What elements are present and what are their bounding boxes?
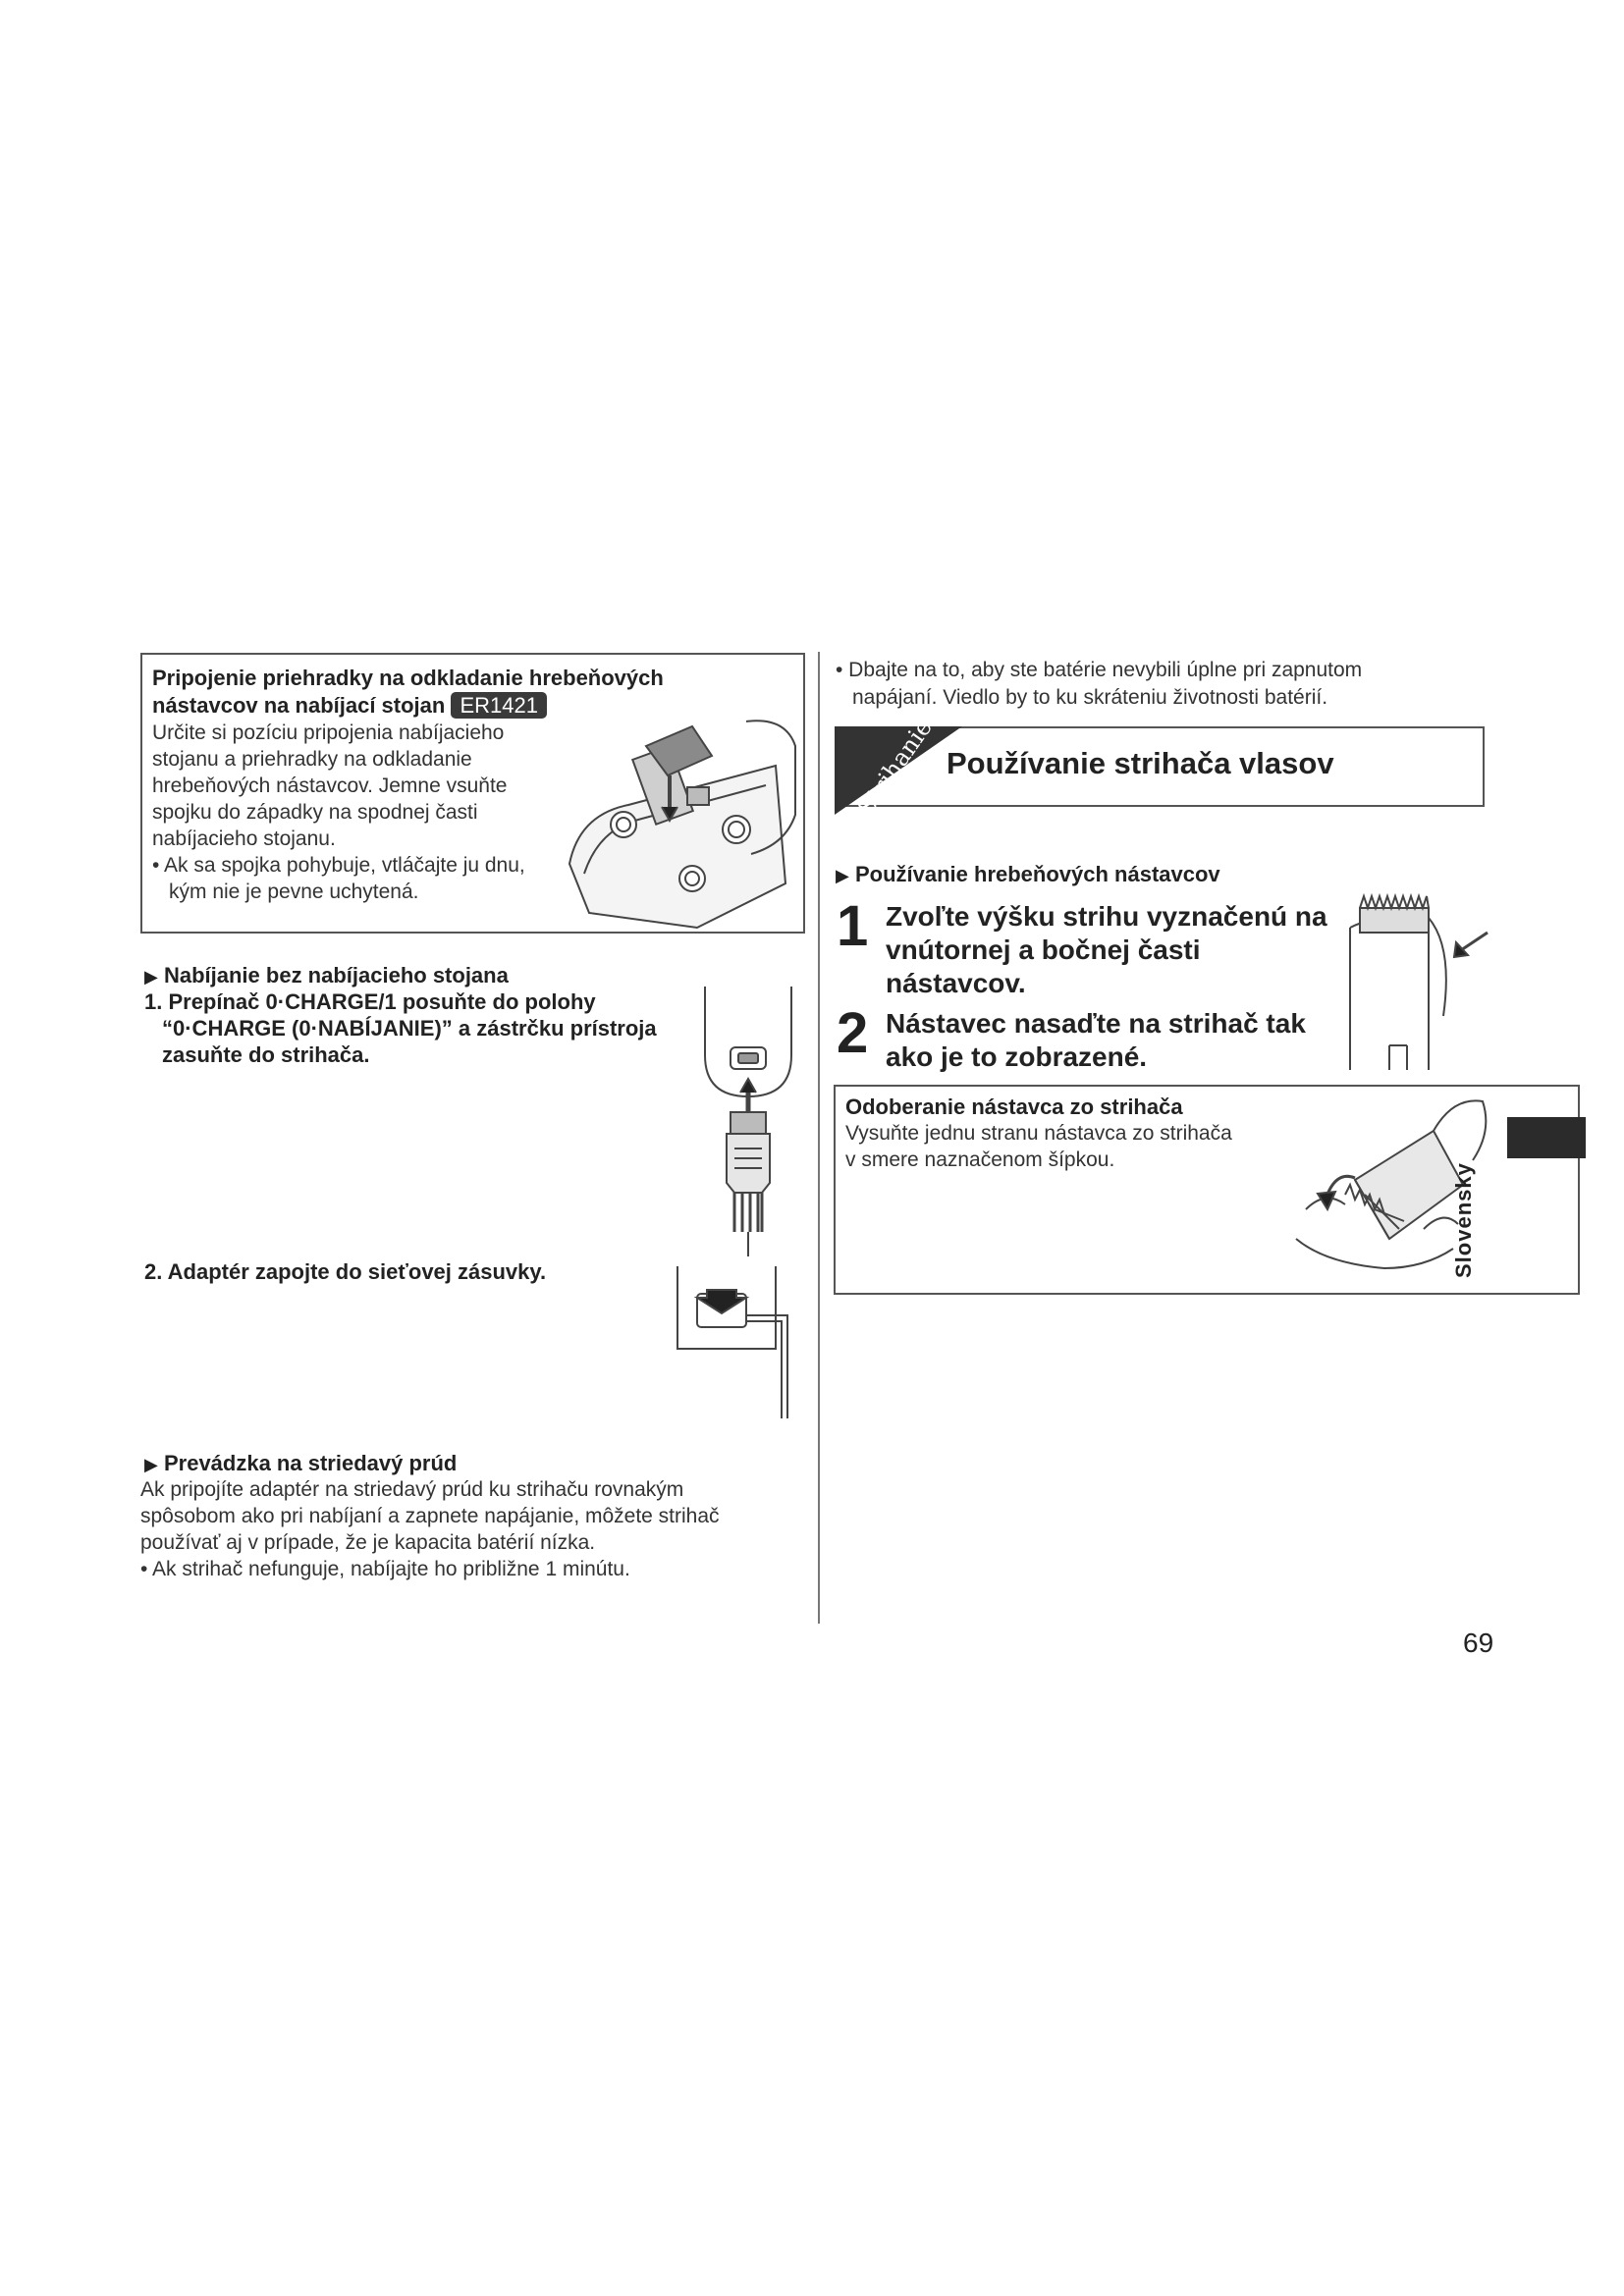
language-tab-marker <box>1507 1117 1586 1158</box>
ac-line-2: spôsobom ako pri nabíjaní a zapnete napájanie, môžete strihač <box>140 1505 720 1527</box>
triangle-icon: ▶ <box>836 866 849 885</box>
ac-heading <box>144 1450 457 1478</box>
attach-bullet-line1: • Ak sa spojka pohybuje, vtláčajte ju dnu, <box>152 854 525 877</box>
attach-body-3: hrebeňových nástavcov. Jemne vsuňte <box>152 774 508 797</box>
no-stand-step1-line1: 1. Prepínač 0·CHARGE/1 posuňte do polohy <box>144 989 596 1014</box>
attach-title-text: nástavcov na nabíjací stojan <box>152 693 446 718</box>
clipper-comb-illustration <box>1330 888 1507 1075</box>
outlet-illustration <box>676 1266 803 1423</box>
remove-line1: Vysuňte jednu stranu nástavca zo strihača <box>845 1122 1232 1145</box>
attach-title-line1: Pripojenie priehradky na odkladanie hrebeňových <box>152 666 664 690</box>
plug-illustration <box>699 987 797 1256</box>
no-stand-heading <box>144 962 509 990</box>
ac-heading-text: Prevádzka na striedavý prúd <box>163 1451 458 1475</box>
top-note-line2: napájaní. Viedlo by to ku skráteniu životnosti batérií. <box>852 686 1328 709</box>
page-number: 69 <box>1463 1628 1494 1658</box>
no-stand-heading-text: Nabíjanie bez nabíjacieho stojana <box>163 963 509 988</box>
attach-body-1: Určite si pozíciu pripojenia nabíjacieho <box>152 721 505 744</box>
step1-number: 1 <box>837 894 869 958</box>
attach-body-5: nabíjacieho stojanu. <box>152 828 336 850</box>
step2-line1: Nástavec nasaďte na strihač tak <box>886 1008 1306 1039</box>
attach-title-line2 <box>152 692 547 719</box>
section-title: Používanie strihača vlasov <box>947 746 1334 780</box>
comb-heading-text: Používanie hrebeňových nástavcov <box>854 862 1220 886</box>
ac-bullet: • Ak strihač nefunguje, nabíjajte ho približne 1 minútu. <box>140 1558 630 1580</box>
no-stand-step1-line3: zasuňte do strihača. <box>162 1042 370 1067</box>
triangle-icon: ▶ <box>144 967 158 987</box>
charging-stand-illustration <box>550 707 800 933</box>
triangle-icon: ▶ <box>144 1455 158 1474</box>
column-divider <box>818 652 820 1624</box>
attach-body-4: spojku do západky na spodnej časti <box>152 801 478 824</box>
attach-bullet-line2: kým nie je pevne uchytená. <box>169 881 419 903</box>
no-stand-step1-line2: “0·CHARGE (0·NABÍJANIE)” a zástrčku prístroja <box>162 1016 657 1041</box>
step1-line2: vnútornej a bočnej časti <box>886 934 1201 965</box>
remove-title: Odoberanie nástavca zo strihača <box>845 1095 1183 1119</box>
ac-line-3: používať aj v prípade, že je kapacita batérií nízka. <box>140 1531 596 1554</box>
language-side-label: Slovensky <box>1451 1162 1476 1278</box>
step1-line3: nástavcov. <box>886 968 1026 998</box>
no-stand-step2: 2. Adaptér zapojte do sieťovej zásuvky. <box>144 1259 547 1284</box>
top-note-line1: • Dbajte na to, aby ste batérie nevybili úplne pri zapnutom <box>836 659 1363 681</box>
comb-heading <box>836 861 1220 889</box>
section-tab-label: Strihanie <box>851 714 938 821</box>
step2-number: 2 <box>837 1001 869 1065</box>
ac-line-1: Ak pripojíte adaptér na striedavý prúd ku strihaču rovnakým <box>140 1478 684 1501</box>
attach-body-2: stojanu a priehradky na odkladanie <box>152 748 472 771</box>
remove-line2: v smere naznačenom šípkou. <box>845 1148 1115 1171</box>
step1-line1: Zvoľte výšku strihu vyznačenú na <box>886 901 1327 932</box>
step2-line2: ako je to zobrazené. <box>886 1041 1148 1072</box>
model-badge: ER1421 <box>451 692 547 719</box>
